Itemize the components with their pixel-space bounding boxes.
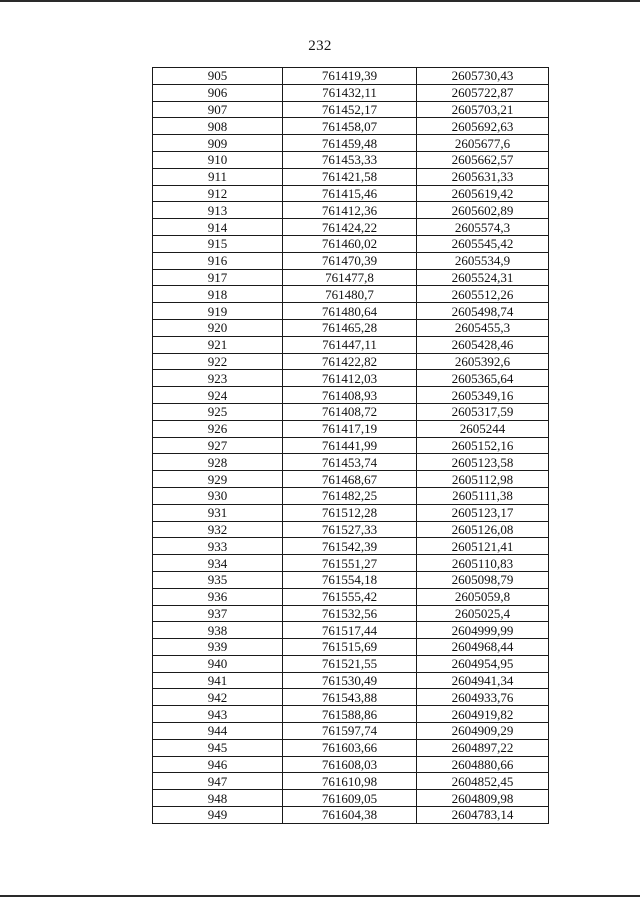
point-number-cell: 940 (153, 655, 283, 672)
point-number-cell: 915 (153, 235, 283, 252)
point-number-cell: 921 (153, 336, 283, 353)
y-coordinate-cell: 2605498,74 (417, 303, 549, 320)
point-number-cell: 933 (153, 538, 283, 555)
table-row (153, 185, 549, 202)
point-number-cell: 920 (153, 319, 283, 336)
x-coordinate-cell: 761542,39 (283, 538, 417, 555)
y-coordinate-cell: 2604919,82 (417, 706, 549, 723)
y-coordinate-cell: 2605455,3 (417, 319, 549, 336)
table-row (153, 739, 549, 756)
y-coordinate-cell: 2605152,16 (417, 437, 549, 454)
y-coordinate-cell: 2605524,31 (417, 269, 549, 286)
x-coordinate-cell: 761521,55 (283, 655, 417, 672)
table-row (153, 622, 549, 639)
y-coordinate-cell: 2605692,63 (417, 118, 549, 135)
table-row (153, 135, 549, 152)
point-number-cell: 914 (153, 219, 283, 236)
y-coordinate-cell: 2605619,42 (417, 185, 549, 202)
x-coordinate-cell: 761482,25 (283, 487, 417, 504)
y-coordinate-cell: 2604954,95 (417, 655, 549, 672)
y-coordinate-cell: 2605349,16 (417, 387, 549, 404)
x-coordinate-cell: 761408,93 (283, 387, 417, 404)
y-coordinate-cell: 2604999,99 (417, 622, 549, 639)
point-number-cell: 938 (153, 622, 283, 639)
table-row (153, 387, 549, 404)
point-number-cell: 923 (153, 370, 283, 387)
y-coordinate-cell: 2605722,87 (417, 84, 549, 101)
x-coordinate-cell: 761555,42 (283, 588, 417, 605)
table-row (153, 521, 549, 538)
table-row (153, 336, 549, 353)
table-row (153, 706, 549, 723)
table-row (153, 504, 549, 521)
x-coordinate-cell: 761532,56 (283, 605, 417, 622)
x-coordinate-cell: 761597,74 (283, 723, 417, 740)
point-number-cell: 919 (153, 303, 283, 320)
table-row (153, 471, 549, 488)
x-coordinate-cell: 761610,98 (283, 773, 417, 790)
x-coordinate-cell: 761460,02 (283, 235, 417, 252)
point-number-cell: 936 (153, 588, 283, 605)
coordinates-table-body (153, 68, 549, 824)
point-number-cell: 943 (153, 706, 283, 723)
point-number-cell: 924 (153, 387, 283, 404)
x-coordinate-cell: 761480,64 (283, 303, 417, 320)
table-row (153, 756, 549, 773)
point-number-cell: 916 (153, 252, 283, 269)
y-coordinate-cell: 2605662,57 (417, 151, 549, 168)
table-row (153, 689, 549, 706)
point-number-cell: 941 (153, 672, 283, 689)
y-coordinate-cell: 2605512,26 (417, 286, 549, 303)
point-number-cell: 929 (153, 471, 283, 488)
x-coordinate-cell: 761512,28 (283, 504, 417, 521)
table-row (153, 68, 549, 85)
x-coordinate-cell: 761432,11 (283, 84, 417, 101)
y-coordinate-cell: 2604941,34 (417, 672, 549, 689)
table-row (153, 571, 549, 588)
table-row (153, 286, 549, 303)
table-row (153, 118, 549, 135)
table-row (153, 235, 549, 252)
table-row (153, 672, 549, 689)
table-row (153, 252, 549, 269)
point-number-cell: 909 (153, 135, 283, 152)
point-number-cell: 925 (153, 403, 283, 420)
x-coordinate-cell: 761609,05 (283, 790, 417, 807)
y-coordinate-cell: 2605392,6 (417, 353, 549, 370)
y-coordinate-cell: 2605602,89 (417, 202, 549, 219)
point-number-cell: 930 (153, 487, 283, 504)
y-coordinate-cell: 2605631,33 (417, 168, 549, 185)
y-coordinate-cell: 2605098,79 (417, 571, 549, 588)
y-coordinate-cell: 2604968,44 (417, 639, 549, 656)
point-number-cell: 928 (153, 454, 283, 471)
y-coordinate-cell: 2605244 (417, 420, 549, 437)
point-number-cell: 947 (153, 773, 283, 790)
x-coordinate-cell: 761415,46 (283, 185, 417, 202)
x-coordinate-cell: 761419,39 (283, 68, 417, 85)
x-coordinate-cell: 761470,39 (283, 252, 417, 269)
table-row (153, 437, 549, 454)
x-coordinate-cell: 761554,18 (283, 571, 417, 588)
table-row (153, 303, 549, 320)
table-row (153, 219, 549, 236)
y-coordinate-cell: 2605126,08 (417, 521, 549, 538)
point-number-cell: 927 (153, 437, 283, 454)
x-coordinate-cell: 761458,07 (283, 118, 417, 135)
y-coordinate-cell: 2605025,4 (417, 605, 549, 622)
point-number-cell: 939 (153, 639, 283, 656)
y-coordinate-cell: 2605059,8 (417, 588, 549, 605)
point-number-cell: 932 (153, 521, 283, 538)
y-coordinate-cell: 2604809,98 (417, 790, 549, 807)
y-coordinate-cell: 2605574,3 (417, 219, 549, 236)
table-row (153, 555, 549, 572)
point-number-cell: 907 (153, 101, 283, 118)
y-coordinate-cell: 2605121,41 (417, 538, 549, 555)
y-coordinate-cell: 2605123,58 (417, 454, 549, 471)
y-coordinate-cell: 2605703,21 (417, 101, 549, 118)
x-coordinate-cell: 761424,22 (283, 219, 417, 236)
point-number-cell: 918 (153, 286, 283, 303)
point-number-cell: 912 (153, 185, 283, 202)
point-number-cell: 905 (153, 68, 283, 85)
x-coordinate-cell: 761453,74 (283, 454, 417, 471)
y-coordinate-cell: 2605110,83 (417, 555, 549, 572)
x-coordinate-cell: 761422,82 (283, 353, 417, 370)
x-coordinate-cell: 761441,99 (283, 437, 417, 454)
table-row (153, 420, 549, 437)
point-number-cell: 917 (153, 269, 283, 286)
x-coordinate-cell: 761421,58 (283, 168, 417, 185)
page-number: 232 (308, 38, 332, 54)
x-coordinate-cell: 761453,33 (283, 151, 417, 168)
y-coordinate-cell: 2605730,43 (417, 68, 549, 85)
table-row (153, 370, 549, 387)
y-coordinate-cell: 2605123,17 (417, 504, 549, 521)
table-row (153, 319, 549, 336)
y-coordinate-cell: 2604933,76 (417, 689, 549, 706)
x-coordinate-cell: 761465,28 (283, 319, 417, 336)
table-row (153, 790, 549, 807)
x-coordinate-cell: 761603,66 (283, 739, 417, 756)
table-row (153, 639, 549, 656)
table-row (153, 168, 549, 185)
point-number-cell: 949 (153, 807, 283, 824)
table-row (153, 353, 549, 370)
x-coordinate-cell: 761417,19 (283, 420, 417, 437)
x-coordinate-cell: 761412,03 (283, 370, 417, 387)
point-number-cell: 913 (153, 202, 283, 219)
y-coordinate-cell: 2604852,45 (417, 773, 549, 790)
x-coordinate-cell: 761468,67 (283, 471, 417, 488)
table-row (153, 454, 549, 471)
table-row (153, 84, 549, 101)
y-coordinate-cell: 2604909,29 (417, 723, 549, 740)
table-row (153, 655, 549, 672)
table-row (153, 588, 549, 605)
point-number-cell: 944 (153, 723, 283, 740)
point-number-cell: 948 (153, 790, 283, 807)
y-coordinate-cell: 2605112,98 (417, 471, 549, 488)
table-row (153, 605, 549, 622)
point-number-cell: 942 (153, 689, 283, 706)
x-coordinate-cell: 761477,8 (283, 269, 417, 286)
table-row (153, 538, 549, 555)
y-coordinate-cell: 2605545,42 (417, 235, 549, 252)
point-number-cell: 945 (153, 739, 283, 756)
y-coordinate-cell: 2605677,6 (417, 135, 549, 152)
point-number-cell: 937 (153, 605, 283, 622)
coordinates-table (152, 67, 549, 824)
x-coordinate-cell: 761527,33 (283, 521, 417, 538)
point-number-cell: 931 (153, 504, 283, 521)
point-number-cell: 906 (153, 84, 283, 101)
scan-edge-top (0, 0, 640, 2)
y-coordinate-cell: 2605365,64 (417, 370, 549, 387)
point-number-cell: 934 (153, 555, 283, 572)
point-number-cell: 911 (153, 168, 283, 185)
x-coordinate-cell: 761452,17 (283, 101, 417, 118)
x-coordinate-cell: 761551,27 (283, 555, 417, 572)
x-coordinate-cell: 761604,38 (283, 807, 417, 824)
x-coordinate-cell: 761412,36 (283, 202, 417, 219)
x-coordinate-cell: 761408,72 (283, 403, 417, 420)
y-coordinate-cell: 2604880,66 (417, 756, 549, 773)
x-coordinate-cell: 761588,86 (283, 706, 417, 723)
y-coordinate-cell: 2605111,38 (417, 487, 549, 504)
point-number-cell: 926 (153, 420, 283, 437)
table-row (153, 723, 549, 740)
x-coordinate-cell: 761515,69 (283, 639, 417, 656)
y-coordinate-cell: 2605428,46 (417, 336, 549, 353)
table-row (153, 773, 549, 790)
y-coordinate-cell: 2604897,22 (417, 739, 549, 756)
y-coordinate-cell: 2604783,14 (417, 807, 549, 824)
x-coordinate-cell: 761530,49 (283, 672, 417, 689)
point-number-cell: 910 (153, 151, 283, 168)
table-row (153, 487, 549, 504)
y-coordinate-cell: 2605534,9 (417, 252, 549, 269)
table-row (153, 269, 549, 286)
x-coordinate-cell: 761608,03 (283, 756, 417, 773)
table-row (153, 807, 549, 824)
table-row (153, 101, 549, 118)
table-row (153, 202, 549, 219)
x-coordinate-cell: 761543,88 (283, 689, 417, 706)
table-row (153, 151, 549, 168)
point-number-cell: 946 (153, 756, 283, 773)
x-coordinate-cell: 761517,44 (283, 622, 417, 639)
table-row (153, 403, 549, 420)
x-coordinate-cell: 761459,48 (283, 135, 417, 152)
point-number-cell: 908 (153, 118, 283, 135)
x-coordinate-cell: 761447,11 (283, 336, 417, 353)
point-number-cell: 922 (153, 353, 283, 370)
point-number-cell: 935 (153, 571, 283, 588)
x-coordinate-cell: 761480,7 (283, 286, 417, 303)
y-coordinate-cell: 2605317,59 (417, 403, 549, 420)
